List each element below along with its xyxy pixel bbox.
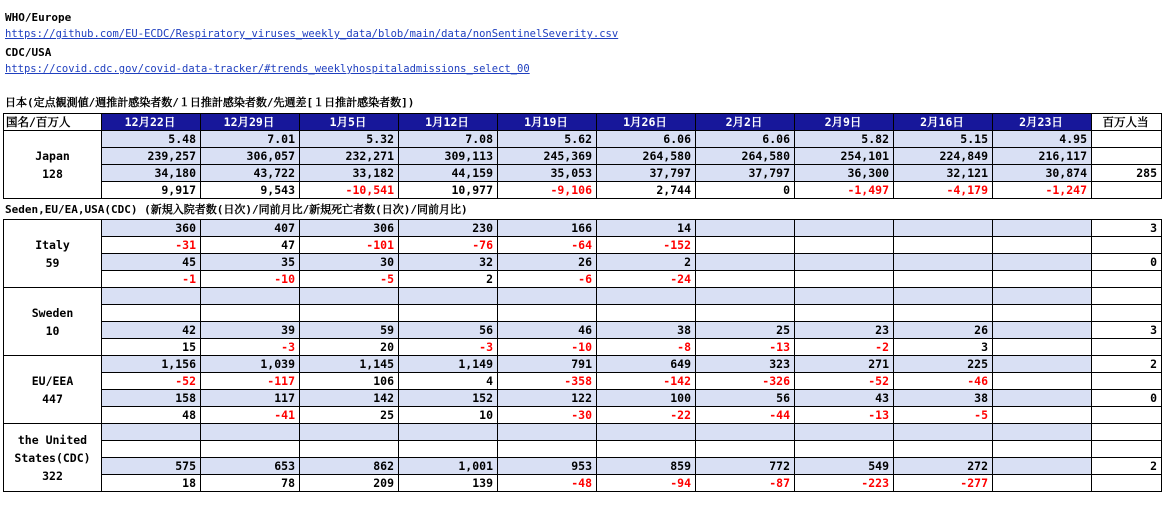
data-cell [894,424,993,441]
data-cell [795,424,894,441]
data-cell: -31 [102,237,201,254]
data-cell: 5.32 [300,131,399,148]
table-row [4,424,1162,441]
data-cell: 271 [795,356,894,373]
data-cell: 10 [399,407,498,424]
date-header: 1月12日 [399,114,498,131]
data-cell: 45 [102,254,201,271]
data-cell: 43 [795,390,894,407]
data-cell [696,424,795,441]
data-cell: 47 [201,237,300,254]
data-cell [201,441,300,458]
data-cell: 18 [102,475,201,492]
per-million-cell [1092,288,1162,305]
data-cell [696,237,795,254]
data-cell: -142 [597,373,696,390]
data-cell: 44,159 [399,165,498,182]
data-cell [894,254,993,271]
data-cell [201,288,300,305]
data-cell: -76 [399,237,498,254]
data-cell: 1,156 [102,356,201,373]
who-europe-label: WHO/Europe [5,11,72,24]
international-table [3,219,1162,492]
table-row [4,305,1162,322]
data-cell: 272 [894,458,993,475]
data-cell [795,441,894,458]
country-name: Italy [35,237,70,252]
data-cell [696,254,795,271]
data-cell [102,424,201,441]
data-cell: 232,271 [300,148,399,165]
data-cell: 3 [894,339,993,356]
data-cell [795,305,894,322]
data-cell: 407 [201,220,300,237]
table-row [4,182,1162,199]
data-cell [993,254,1092,271]
data-cell: 59 [300,322,399,339]
header-row [4,114,1162,131]
data-cell: 225 [894,356,993,373]
per-million-cell: 0 [1092,254,1162,271]
per-million-cell [1092,148,1162,165]
table-row [4,288,1162,305]
data-cell [993,288,1092,305]
data-cell: -10 [498,339,597,356]
data-cell [993,271,1092,288]
data-cell [993,356,1092,373]
country-population: 447 [42,391,63,406]
data-cell: 100 [597,390,696,407]
data-cell [993,407,1092,424]
country-name: the United States(CDC) [14,432,91,465]
data-cell: 106 [300,373,399,390]
data-cell [894,441,993,458]
country-population: 10 [45,323,60,338]
data-cell: 264,580 [696,148,795,165]
country-population: 128 [42,166,63,181]
data-cell: -4,179 [894,182,993,199]
data-cell [993,339,1092,356]
data-cell [498,288,597,305]
date-header: 1月26日 [597,114,696,131]
data-cell: 859 [597,458,696,475]
data-cell: 46 [498,322,597,339]
table-row [4,322,1162,339]
data-cell: 56 [399,322,498,339]
table-row [4,407,1162,424]
data-cell: -30 [498,407,597,424]
data-cell [894,220,993,237]
data-cell: 26 [894,322,993,339]
data-cell [399,424,498,441]
data-cell: 37,797 [597,165,696,182]
data-cell [300,288,399,305]
data-cell: -94 [597,475,696,492]
data-cell: 25 [696,322,795,339]
data-cell [498,424,597,441]
data-cell [696,271,795,288]
table-row [4,165,1162,182]
data-cell: -13 [696,339,795,356]
per-million-cell: 2 [1092,356,1162,373]
date-header: 2月2日 [696,114,795,131]
per-million-cell [1092,237,1162,254]
country-population: 59 [45,255,60,270]
data-cell: 142 [300,390,399,407]
data-cell [795,288,894,305]
per-million-cell [1092,182,1162,199]
data-cell: 39 [201,322,300,339]
japan-table-caption: 日本(定点観測値/週推計感染者数/１日推計感染者数/先週差[１日推計感染者数]) [5,96,415,109]
data-cell: 14 [597,220,696,237]
country-population: 322 [42,468,63,483]
per-million-cell [1092,131,1162,148]
data-cell: 209 [300,475,399,492]
table-row [4,237,1162,254]
country-cell [4,288,102,356]
data-cell: -10 [201,271,300,288]
data-cell: 772 [696,458,795,475]
data-cell: -223 [795,475,894,492]
data-cell: -1,247 [993,182,1092,199]
data-cell [993,220,1092,237]
japan-table [3,113,1162,199]
corner-header: 国名/百万人 [4,114,102,131]
data-cell: -5 [300,271,399,288]
data-cell: 254,101 [795,148,894,165]
per-million-cell [1092,441,1162,458]
data-cell: 2 [597,254,696,271]
data-cell [696,288,795,305]
data-cell: 117 [201,390,300,407]
data-cell: 56 [696,390,795,407]
data-cell [399,288,498,305]
data-cell: 649 [597,356,696,373]
data-cell: 575 [102,458,201,475]
per-million-cell [1092,305,1162,322]
data-cell: 34,180 [102,165,201,182]
data-cell [201,424,300,441]
per-million-cell: 3 [1092,220,1162,237]
data-cell: 862 [300,458,399,475]
data-cell: 32,121 [894,165,993,182]
data-cell [201,305,300,322]
data-cell: 4.95 [993,131,1092,148]
data-cell: -3 [399,339,498,356]
per-million-header: 百万人当 [1092,114,1162,131]
data-cell: 32 [399,254,498,271]
data-cell [795,254,894,271]
data-cell: 9,543 [201,182,300,199]
data-cell: 20 [300,339,399,356]
data-cell: -1 [102,271,201,288]
country-name: Japan [35,148,70,163]
data-cell [597,288,696,305]
date-header: 1月5日 [300,114,399,131]
table-row [4,271,1162,288]
country-cell [4,356,102,424]
table-row [4,131,1162,148]
data-cell: 6.06 [597,131,696,148]
data-cell [498,305,597,322]
data-cell: 15 [102,339,201,356]
per-million-cell: 0 [1092,390,1162,407]
date-header: 1月19日 [498,114,597,131]
data-cell: 25 [300,407,399,424]
country-cell [4,424,102,492]
data-cell: 245,369 [498,148,597,165]
country-name: Sweden [31,305,74,320]
data-cell: 264,580 [597,148,696,165]
data-cell: 35,053 [498,165,597,182]
data-cell [696,305,795,322]
data-cell: 38 [597,322,696,339]
country-cell [4,131,102,199]
data-cell: 306 [300,220,399,237]
data-cell [993,322,1092,339]
data-cell [597,424,696,441]
data-cell [498,441,597,458]
data-cell: 10,977 [399,182,498,199]
data-cell [894,305,993,322]
data-cell: 158 [102,390,201,407]
data-cell: -326 [696,373,795,390]
data-cell: 306,057 [201,148,300,165]
table-row [4,254,1162,271]
data-cell: 37,797 [696,165,795,182]
data-cell: 1,039 [201,356,300,373]
data-cell: 5.15 [894,131,993,148]
date-header: 12月29日 [201,114,300,131]
per-million-cell [1092,271,1162,288]
data-cell: 35 [201,254,300,271]
table-row [4,390,1162,407]
data-cell: -44 [696,407,795,424]
date-header: 12月22日 [102,114,201,131]
data-cell: 36,300 [795,165,894,182]
cdc-usa-label: CDC/USA [5,46,52,59]
data-cell: 230 [399,220,498,237]
who-europe-link[interactable]: https://github.com/EU-ECDC/Respiratory_viruses_weekly_data/blob/main/data/nonSentinelSeverity.csv [5,28,619,40]
data-cell [795,271,894,288]
data-cell: -22 [597,407,696,424]
data-cell: -8 [597,339,696,356]
data-cell: 309,113 [399,148,498,165]
table-row [4,441,1162,458]
data-cell [993,475,1092,492]
data-cell: 1,149 [399,356,498,373]
data-cell [696,220,795,237]
per-million-cell [1092,424,1162,441]
data-cell: 653 [201,458,300,475]
data-cell: 43,722 [201,165,300,182]
data-cell: 7.01 [201,131,300,148]
table-row [4,356,1162,373]
data-cell [993,373,1092,390]
data-cell [894,237,993,254]
per-million-cell [1092,407,1162,424]
cdc-usa-link[interactable]: https://covid.cdc.gov/covid-data-tracker/#trends_weeklyhospitaladmissions_select_00 [5,63,530,75]
per-million-cell [1092,339,1162,356]
data-cell: 4 [399,373,498,390]
international-table-caption: Seden,EU/EA,USA(CDC) (新規入院者数(日次)/同前月比/新規死亡者数(日次)/同前月比) [5,203,468,216]
data-cell: 549 [795,458,894,475]
data-cell: 30,874 [993,165,1092,182]
country-name: EU/EEA [31,373,74,388]
data-cell: 42 [102,322,201,339]
data-cell: 216,117 [993,148,1092,165]
date-header: 2月23日 [993,114,1092,131]
data-cell: 2 [399,271,498,288]
data-cell [102,288,201,305]
per-million-cell: 2 [1092,458,1162,475]
per-million-cell [1092,475,1162,492]
data-cell [300,305,399,322]
data-cell [993,305,1092,322]
data-cell [993,458,1092,475]
data-cell: -13 [795,407,894,424]
data-cell: 5.48 [102,131,201,148]
data-cell: -52 [795,373,894,390]
data-cell: 6.06 [696,131,795,148]
data-cell: -46 [894,373,993,390]
data-cell [300,424,399,441]
data-cell: 0 [696,182,795,199]
data-cell: 38 [894,390,993,407]
data-cell: -9,106 [498,182,597,199]
data-cell: -1,497 [795,182,894,199]
data-cell: -52 [102,373,201,390]
data-cell: 26 [498,254,597,271]
table-row [4,148,1162,165]
data-cell: 23 [795,322,894,339]
data-cell: 7.08 [399,131,498,148]
data-cell [102,305,201,322]
data-cell [102,441,201,458]
table-row [4,220,1162,237]
data-cell: -41 [201,407,300,424]
data-cell: 2,744 [597,182,696,199]
data-cell: -48 [498,475,597,492]
data-cell [894,271,993,288]
data-cell [597,441,696,458]
data-cell: 953 [498,458,597,475]
data-cell: -3 [201,339,300,356]
data-cell: 122 [498,390,597,407]
per-million-cell: 3 [1092,322,1162,339]
data-cell [795,220,894,237]
data-cell: -6 [498,271,597,288]
country-cell [4,220,102,288]
data-cell: -101 [300,237,399,254]
data-cell: 48 [102,407,201,424]
data-cell [993,390,1092,407]
data-cell: -2 [795,339,894,356]
per-million-cell [1092,373,1162,390]
data-cell: -117 [201,373,300,390]
table-row [4,475,1162,492]
data-cell: 139 [399,475,498,492]
data-cell: 360 [102,220,201,237]
data-cell: 1,001 [399,458,498,475]
data-cell [597,305,696,322]
table-row [4,458,1162,475]
data-cell: -87 [696,475,795,492]
data-cell: 9,917 [102,182,201,199]
data-cell: 5.62 [498,131,597,148]
data-cell: 152 [399,390,498,407]
data-cell: 239,257 [102,148,201,165]
data-cell: 224,849 [894,148,993,165]
data-cell [696,441,795,458]
data-cell [399,441,498,458]
per-million-cell: 285 [1092,165,1162,182]
table-row [4,373,1162,390]
data-cell: -152 [597,237,696,254]
data-cell: 166 [498,220,597,237]
data-cell: 5.82 [795,131,894,148]
table-row [4,339,1162,356]
data-cell: -10,541 [300,182,399,199]
data-cell: -5 [894,407,993,424]
data-cell: 78 [201,475,300,492]
data-cell [795,237,894,254]
data-cell: -358 [498,373,597,390]
data-cell: 1,145 [300,356,399,373]
data-cell [993,424,1092,441]
data-cell: 30 [300,254,399,271]
data-cell [399,305,498,322]
data-cell: 791 [498,356,597,373]
data-cell [300,441,399,458]
data-cell: -64 [498,237,597,254]
data-cell [894,288,993,305]
data-cell [993,441,1092,458]
date-header: 2月16日 [894,114,993,131]
data-cell: -277 [894,475,993,492]
data-cell: 33,182 [300,165,399,182]
data-cell [993,237,1092,254]
date-header: 2月9日 [795,114,894,131]
data-cell: 323 [696,356,795,373]
data-cell: -24 [597,271,696,288]
